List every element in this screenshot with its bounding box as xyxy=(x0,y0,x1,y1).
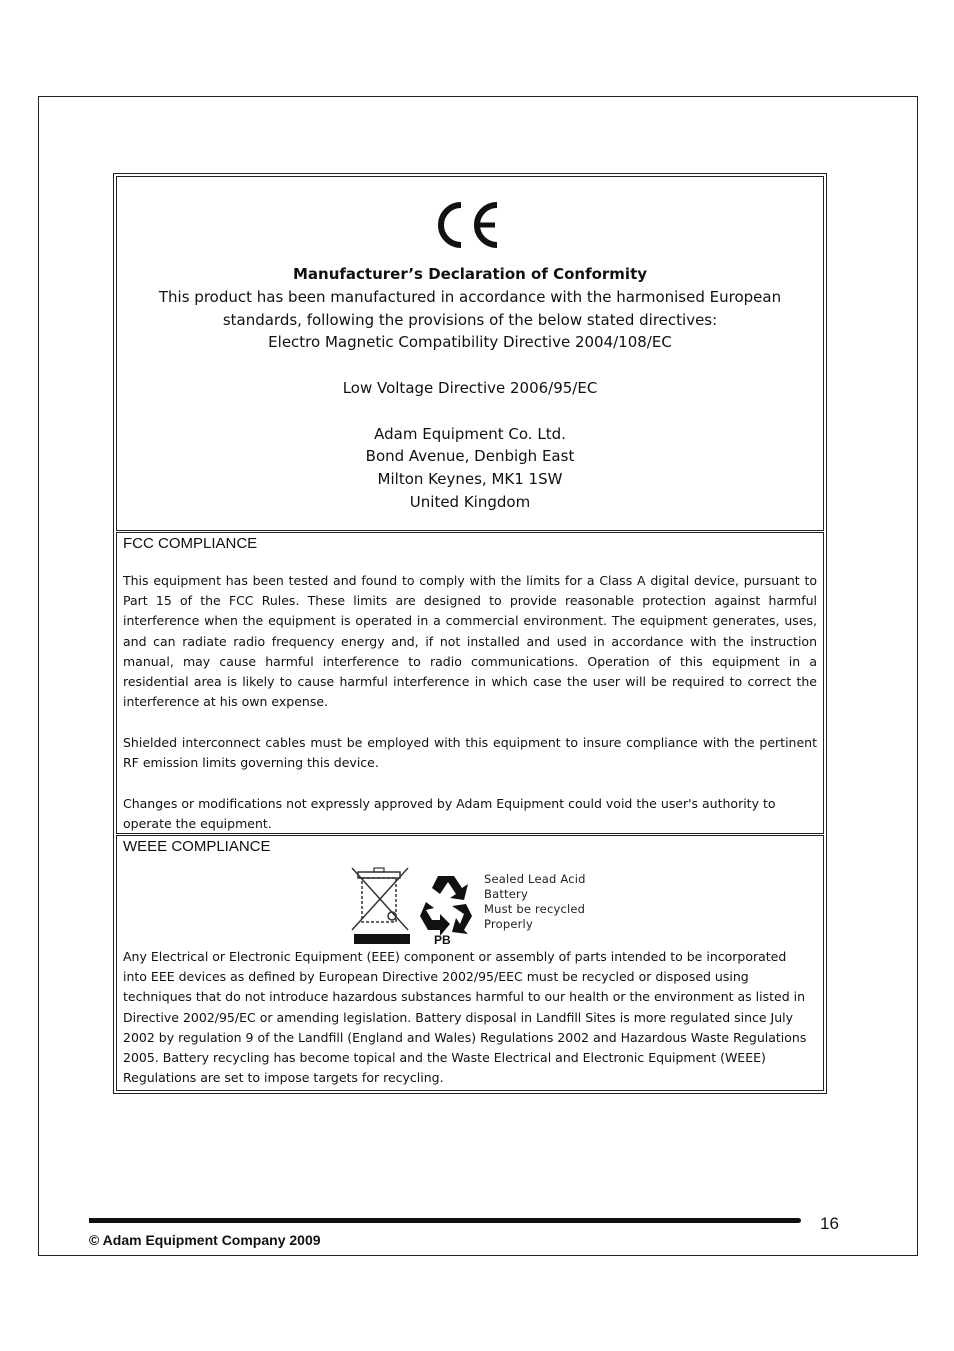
battery-note-line: Battery xyxy=(484,887,528,901)
declaration-line: This product has been manufactured in accordance with the harmonised European xyxy=(158,287,782,306)
directive-lv: Low Voltage Directive 2006/95/EC xyxy=(342,378,598,397)
recycle-icon xyxy=(418,872,474,946)
ce-mark-icon xyxy=(431,199,503,251)
page-number: 16 xyxy=(820,1214,839,1233)
fcc-paragraph: This equipment has been tested and found to comply with the limits for a Class A digital device, pursuant to Part 15 of the FCC Rules. These limits are designed to provide reasonable protection against harmful interference when the equipment is operated in a commercial environment. The equipment generates, uses, and can radiate radio frequency energy and, if not installed and used in accordance with the instruction manual, may cause harmful interference to radio communications. Operation of this equipment in a residential area is likely to cause harmful interference in which case the user will be required to correct the interference at his own expense. xyxy=(123,573,817,710)
address-line: Milton Keynes, MK1 1SW xyxy=(377,470,563,489)
crossed-out-wheelie-bin-icon xyxy=(348,864,412,946)
address-line: Bond Avenue, Denbigh East xyxy=(365,447,575,466)
battery-note xyxy=(484,872,586,932)
weee-symbols xyxy=(348,864,596,946)
battery-note-line: Sealed Lead Acid xyxy=(484,872,586,886)
address-line: Adam Equipment Co. Ltd. xyxy=(374,424,566,443)
fcc-paragraph: Changes or modifications not expressly approved by Adam Equipment could void the user's authority to operate the equipment. xyxy=(123,796,776,832)
fcc-title: FCC COMPLIANCE xyxy=(123,535,258,552)
battery-note-line: Must be recycled xyxy=(484,902,586,916)
declaration-text xyxy=(116,263,824,514)
declaration-line: standards, following the provisions of the below stated directives: xyxy=(222,310,718,329)
weee-title: WEEE COMPLIANCE xyxy=(123,838,271,855)
battery-note-line: Properly xyxy=(484,917,533,931)
footer-copyright: © Adam Equipment Company 2009 xyxy=(89,1232,321,1248)
footer-rule xyxy=(89,1218,801,1223)
address-line: United Kingdom xyxy=(409,492,531,511)
directive-emc: Electro Magnetic Compatibility Directive 2004/108/EC xyxy=(268,333,672,352)
pb-label: PB xyxy=(434,933,451,946)
declaration-title: Manufacturer’s Declaration of Conformity xyxy=(292,265,648,283)
fcc-paragraph: Shielded interconnect cables must be employed with this equipment to insure compliance with the pertinent RF emission limits governing this device. xyxy=(123,735,817,771)
weee-paragraph: Any Electrical or Electronic Equipment (EEE) component or assembly of parts intended to be incorporated into EEE devices as defined by European Directive 2002/95/EEC must be recycled or disposed using techniques that do not introduce hazardous substances harmful to our health or the environment as listed in Directive 2002/95/EC or amending legislation. Battery disposal in Landfill Sites is more regulated since July 2002 by regulation 9 of the Landfill (England and Wales) Regulations 2002 and Hazardous Waste Regulations 2005. Battery recycling has become topical and the Waste Electrical and Electronic Equipment (WEEE) Regulations are set to impose targets for recycling. xyxy=(123,949,807,1086)
